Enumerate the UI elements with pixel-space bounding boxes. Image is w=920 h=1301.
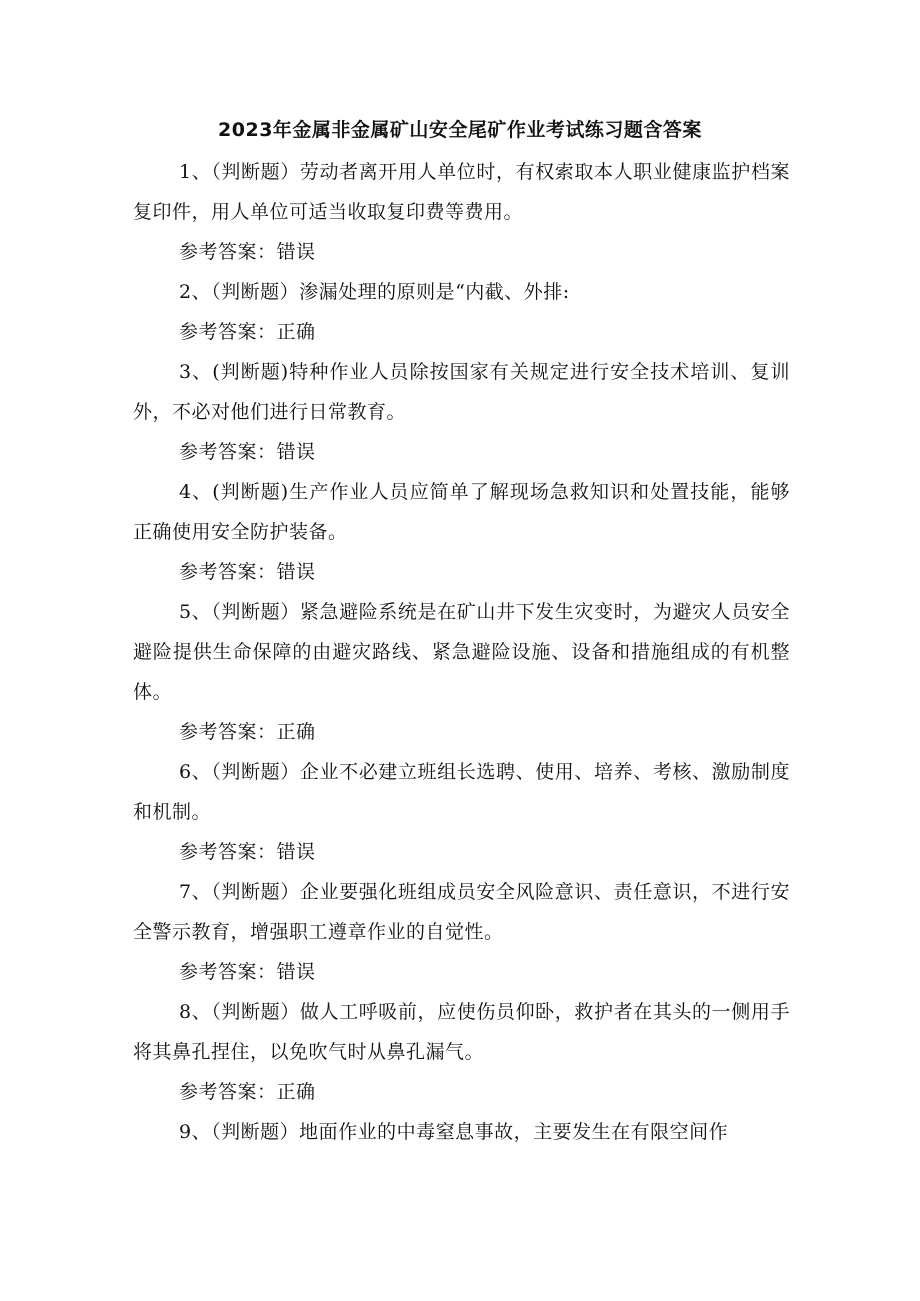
question-5: 5、（判断题）紧急避险系统是在矿山井下发生灾变时，为避灾人员安全避险提供生命保障的由避灾路线、紧急避险设施、设备和措施组成的有机整体。 xyxy=(133,601,790,703)
answer-1: 参考答案：错误 xyxy=(179,241,316,263)
document-title: 2023年金属非金属矿山安全尾矿作业考试练习题含答案 xyxy=(218,119,702,141)
answer-6: 参考答案：错误 xyxy=(179,841,316,863)
answer-3: 参考答案：错误 xyxy=(179,441,316,463)
question-4: 4、(判断题)生产作业人员应简单了解现场急救知识和处置技能，能够正确使用安全防护装备。 xyxy=(133,481,790,543)
answer-4: 参考答案：错误 xyxy=(179,561,316,583)
question-list xyxy=(133,152,790,1152)
question-3: 3、(判断题)特种作业人员除按国家有关规定进行安全技术培训、复训外，不必对他们进行日常教育。 xyxy=(133,361,790,423)
question-2: 2、（判断题）渗漏处理的原则是“内截、外排: xyxy=(179,281,570,303)
answer-7: 参考答案：错误 xyxy=(179,961,316,983)
question-8: 8、（判断题）做人工呼吸前，应使伤员仰卧，救护者在其头的一侧用手将其鼻孔捏住，以免吹气时从鼻孔漏气。 xyxy=(133,1001,790,1063)
question-1: 1、（判断题）劳动者离开用人单位时，有权索取本人职业健康监护档案复印件，用人单位可适当收取复印费等费用。 xyxy=(133,161,790,223)
question-7: 7、（判断题）企业要强化班组成员安全风险意识、责任意识，不进行安全警示教育，增强职工遵章作业的自觉性。 xyxy=(133,881,790,943)
answer-2: 参考答案：正确 xyxy=(179,321,316,343)
answer-8: 参考答案：正确 xyxy=(179,1081,316,1103)
question-6: 6、（判断题）企业不必建立班组长选聘、使用、培养、考核、激励制度和机制。 xyxy=(133,761,790,823)
question-9: 9、（判断题）地面作业的中毒窒息事故，主要发生在有限空间作 xyxy=(179,1121,729,1143)
answer-5: 参考答案：正确 xyxy=(179,721,316,743)
